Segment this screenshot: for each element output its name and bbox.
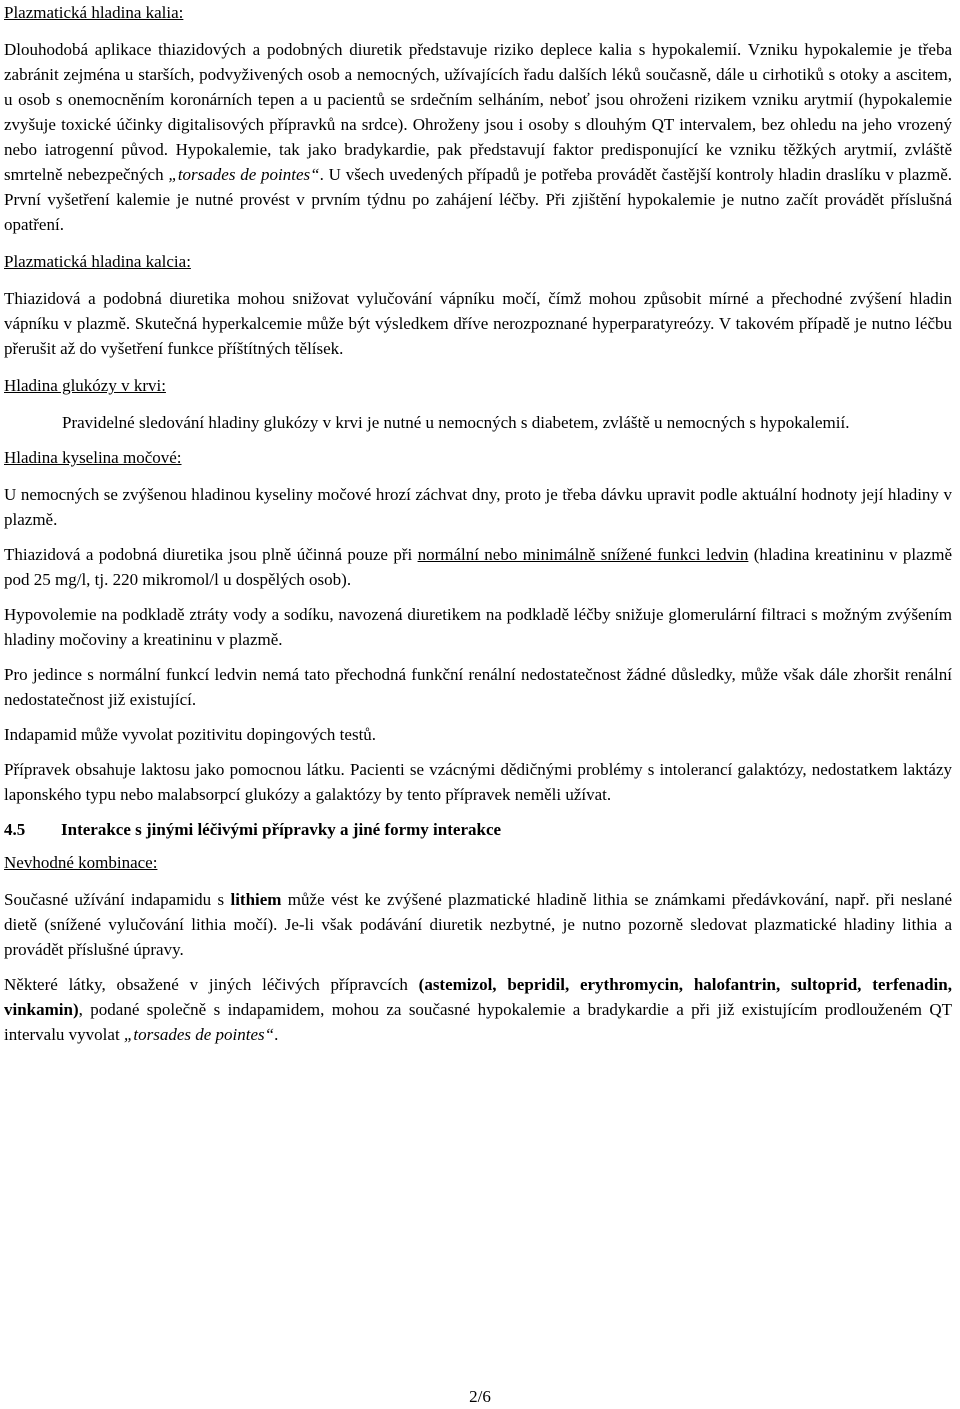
paragraph-uric-acid-4: Pro jedince s normální funkcí ledvin nemá tato přechodná funkční renální nedostatečnost žádné důsledky, může však dále zhoršit renální nedostatečnost již existující.	[4, 665, 952, 709]
section-number: 4.5	[4, 820, 26, 839]
paragraph-uric-acid-2-underlined: normální nebo minimálně snížené funkci ledvin	[417, 545, 749, 564]
paragraph-calcium: Thiazidová a podobná diuretika mohou snižovat vylučování vápníku močí, čímž mohou způsobit mírné a přechodné zvýšení hladin vápníku v plazmě. Skutečná hyperkalcemie může být výsledkem dříve nerozpoznané hyperparatyreózy. V takovém případě je nutno léčbu přerušit až do vyšetření funkce příštítných tělísek.	[4, 289, 952, 358]
paragraph-interactions-2-text-a: Některé látky, obsažené v jiných léčivých přípravcích	[4, 975, 419, 994]
paragraph-interactions-1-text-a: Současné užívání indapamidu s	[4, 890, 231, 909]
paragraph-uric-acid-2	[4, 542, 952, 592]
section-title: Interakce s jinými léčivými přípravky a jiné formy interakce	[61, 820, 502, 839]
heading-glucose: Hladina glukózy v krvi:	[4, 376, 166, 395]
paragraph-interactions-2-bold: (astemizol, bepridil, erythromycin, halofantrin, sultoprid, terfenadin, vinkamin)	[4, 975, 952, 1019]
paragraph-uric-acid-2-text-a: Thiazidová a podobná diuretika jsou plně účinná pouze při	[4, 545, 418, 564]
paragraph-interactions-2-text-b: , podané společně s indapamidem, mohou za současné hypokalemie a bradykardie a při již existujícím prodlouženém QT intervalu vyvolat	[4, 1000, 952, 1044]
paragraph-potassium-italic: „torsades de pointes“	[168, 165, 320, 184]
paragraph-interactions-2	[4, 972, 952, 1047]
paragraph-uric-acid-3: Hypovolemie na podkladě ztráty vody a sodíku, navozená diuretikem na podkladě léčby snižuje glomerulární filtraci s možným zvýšením hladiny močoviny a kreatininu v plazmě.	[4, 605, 952, 649]
paragraph-interactions-2-text-c: .	[274, 1025, 279, 1044]
paragraph-interactions-1-bold: lithiem	[230, 890, 282, 909]
paragraph-potassium-text-b: . U všech uvedených případů je potřeba provádět častější kontroly hladin draslíku v plazmě. První vyšetření kalemie je nutné provést v prvním týdnu po zahájení léčby. Při zjištění hypokalemie je nutno začít provádět příslušná opatření.	[4, 165, 953, 234]
paragraph-glucose: Pravidelné sledování hladiny glukózy v krvi je nutné u nemocných s diabetem, zvláště u nemocných s hypokalemií.	[62, 413, 850, 432]
section-heading	[4, 817, 952, 842]
page-number: 2/6	[469, 1387, 491, 1406]
document-page	[4, 0, 952, 1047]
paragraph-interactions-2-italic: „torsades de pointes“	[123, 1025, 275, 1044]
heading-uric-acid: Hladina kyselina močové:	[4, 448, 182, 467]
heading-calcium: Plazmatická hladina kalcia:	[4, 252, 191, 271]
paragraph-uric-acid-2-text-b: (hladina kreatininu v plazmě pod 25 mg/l, tj. 220 mikromol/l u dospělých osob).	[4, 545, 952, 589]
heading-interactions: Nevhodné kombinace:	[4, 853, 158, 872]
paragraph-uric-acid-6: Přípravek obsahuje laktosu jako pomocnou látku. Pacienti se vzácnými dědičnými problémy s intolerancí galaktózy, nedostatkem laktázy laponského typu nebo malabsorpcí glukózy a galaktózy by tento přípravek neměli užívat.	[4, 760, 952, 804]
paragraph-interactions-1-text-b: může vést ke zvýšené plazmatické hladině lithia se známkami předávkování, např. při neslané dietě (snížené vylučování lithia močí). Je-li však podávání diuretik nezbytné, je nutno pozorně sledovat plazmatické hladiny lithia a provádět příslušné úpravy.	[4, 890, 952, 959]
heading-potassium: Plazmatická hladina kalia:	[4, 3, 184, 22]
paragraph-uric-acid-5: Indapamid může vyvolat pozitivitu dopingových testů.	[4, 725, 377, 744]
paragraph-uric-acid-1: U nemocných se zvýšenou hladinou kyseliny močové hrozí záchvat dny, proto je třeba dávku upravit podle aktuální hodnoty její hladiny v plazmě.	[4, 485, 952, 529]
paragraph-interactions-1	[4, 887, 952, 962]
paragraph-potassium	[4, 37, 952, 237]
paragraph-potassium-text-a: Dlouhodobá aplikace thiazidových a podobných diuretik představuje riziko deplece kalia s hypokalemií. Vzniku hypokalemie je třeba zabránit zejména u starších, podvyživených osob a nemocných, užívajících řadu dalších léků současně, dále u cirhotiků s otoky a ascitem, u osob s onemocněním koronárních tepen a u pacientů se srdečním selháním, neboť jsou ohroženi rizikem vzniku arytmií (hypokalemie zvyšuje toxické účinky digitalisových přípravků na srdce). Ohroženy jsou i osoby s dlouhým QT intervalem, bez ohledu na jeho vrozený nebo iatrogenní původ. Hypokalemie, tak jako bradykardie, pak představují faktor predisponující ke vzniku těžkých arytmií, zvláště smrtelně nebezpečných	[4, 40, 952, 184]
